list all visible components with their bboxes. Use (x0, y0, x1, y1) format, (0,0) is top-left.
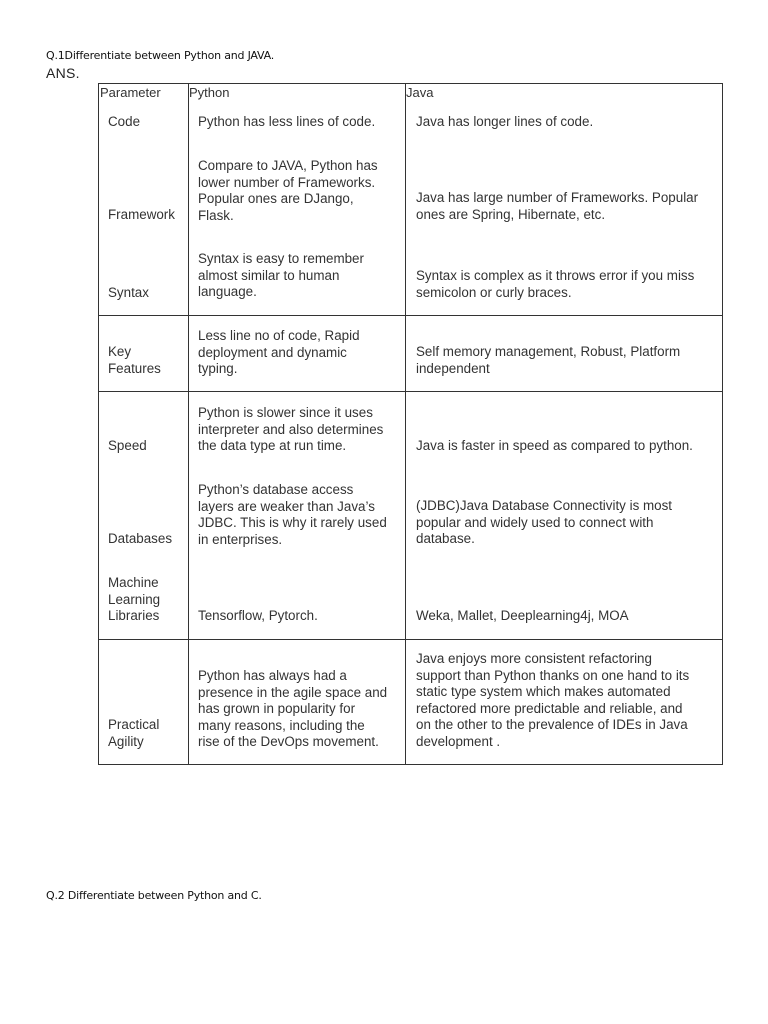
row-syntax-python: Syntax is easy to remember almost similar to human language. (198, 251, 364, 299)
row-speed-parameter: Speed (108, 438, 147, 453)
row-ml-libraries-java: Weka, Mallet, Deeplearning4j, MOA (416, 608, 629, 623)
row-code-python: Python has less lines of code. (198, 114, 376, 129)
question-2-title: Q.2 Differentiate between Python and C. (46, 889, 262, 902)
answer-label: ANS. (46, 65, 80, 81)
row-framework-parameter: Framework (108, 207, 175, 222)
row-ml-libraries-python: Tensorflow, Pytorch. (198, 608, 318, 623)
row-framework-python: Compare to JAVA, Python has lower number of Frameworks. Popular ones are DJango, Flask. (198, 158, 378, 223)
row-divider (98, 315, 723, 316)
row-databases-parameter: Databases (108, 531, 173, 546)
header-python: Python (189, 85, 230, 100)
row-code-parameter: Code (108, 114, 141, 129)
row-key-features-python: Less line no of code, Rapid deployment and dynamic typing. (198, 328, 360, 376)
row-key-features-java: Self memory management, Robust, Platform independent (416, 344, 681, 376)
row-divider (98, 639, 723, 640)
row-databases-python: Python’s database access layers are weaker than Java’s JDBC. This is why it rarely used in enterprises. (198, 482, 387, 547)
column-divider (188, 83, 189, 765)
column-divider (405, 83, 406, 765)
row-practical-agility-python: Python has always had a presence in the agile space and has grown in popularity for many reasons, including the rise of the DevOps movement. (198, 668, 388, 749)
row-key-features-parameter: Key Features (108, 344, 161, 376)
row-divider (98, 391, 723, 392)
row-syntax-parameter: Syntax (108, 285, 149, 300)
row-framework-java: Java has large number of Frameworks. Popular ones are Spring, Hibernate, etc. (416, 190, 699, 222)
row-speed-python: Python is slower since it uses interpreter and also determines the data type at run time. (198, 405, 384, 453)
row-practical-agility-java: Java enjoys more consistent refactoring support than Python thanks on one hand to its static type system which makes automated refactored more predictable and reliable, and on the other to the prevalence of IDEs in Java development . (416, 651, 690, 749)
row-practical-agility-parameter: Practical Agility (108, 717, 160, 749)
row-syntax-java: Syntax is complex as it throws error if you miss semicolon or curly braces. (416, 268, 695, 300)
row-code-java: Java has longer lines of code. (416, 114, 594, 129)
header-java: Java (406, 85, 434, 100)
header-parameter: Parameter (100, 85, 161, 100)
row-speed-java: Java is faster in speed as compared to python. (416, 438, 693, 453)
row-ml-libraries-parameter: Machine Learning Libraries (108, 575, 161, 623)
row-databases-java: (JDBC)Java Database Connectivity is most popular and widely used to connect with database. (416, 498, 672, 546)
question-1-title: Q.1Differentiate between Python and JAVA. (46, 49, 275, 62)
